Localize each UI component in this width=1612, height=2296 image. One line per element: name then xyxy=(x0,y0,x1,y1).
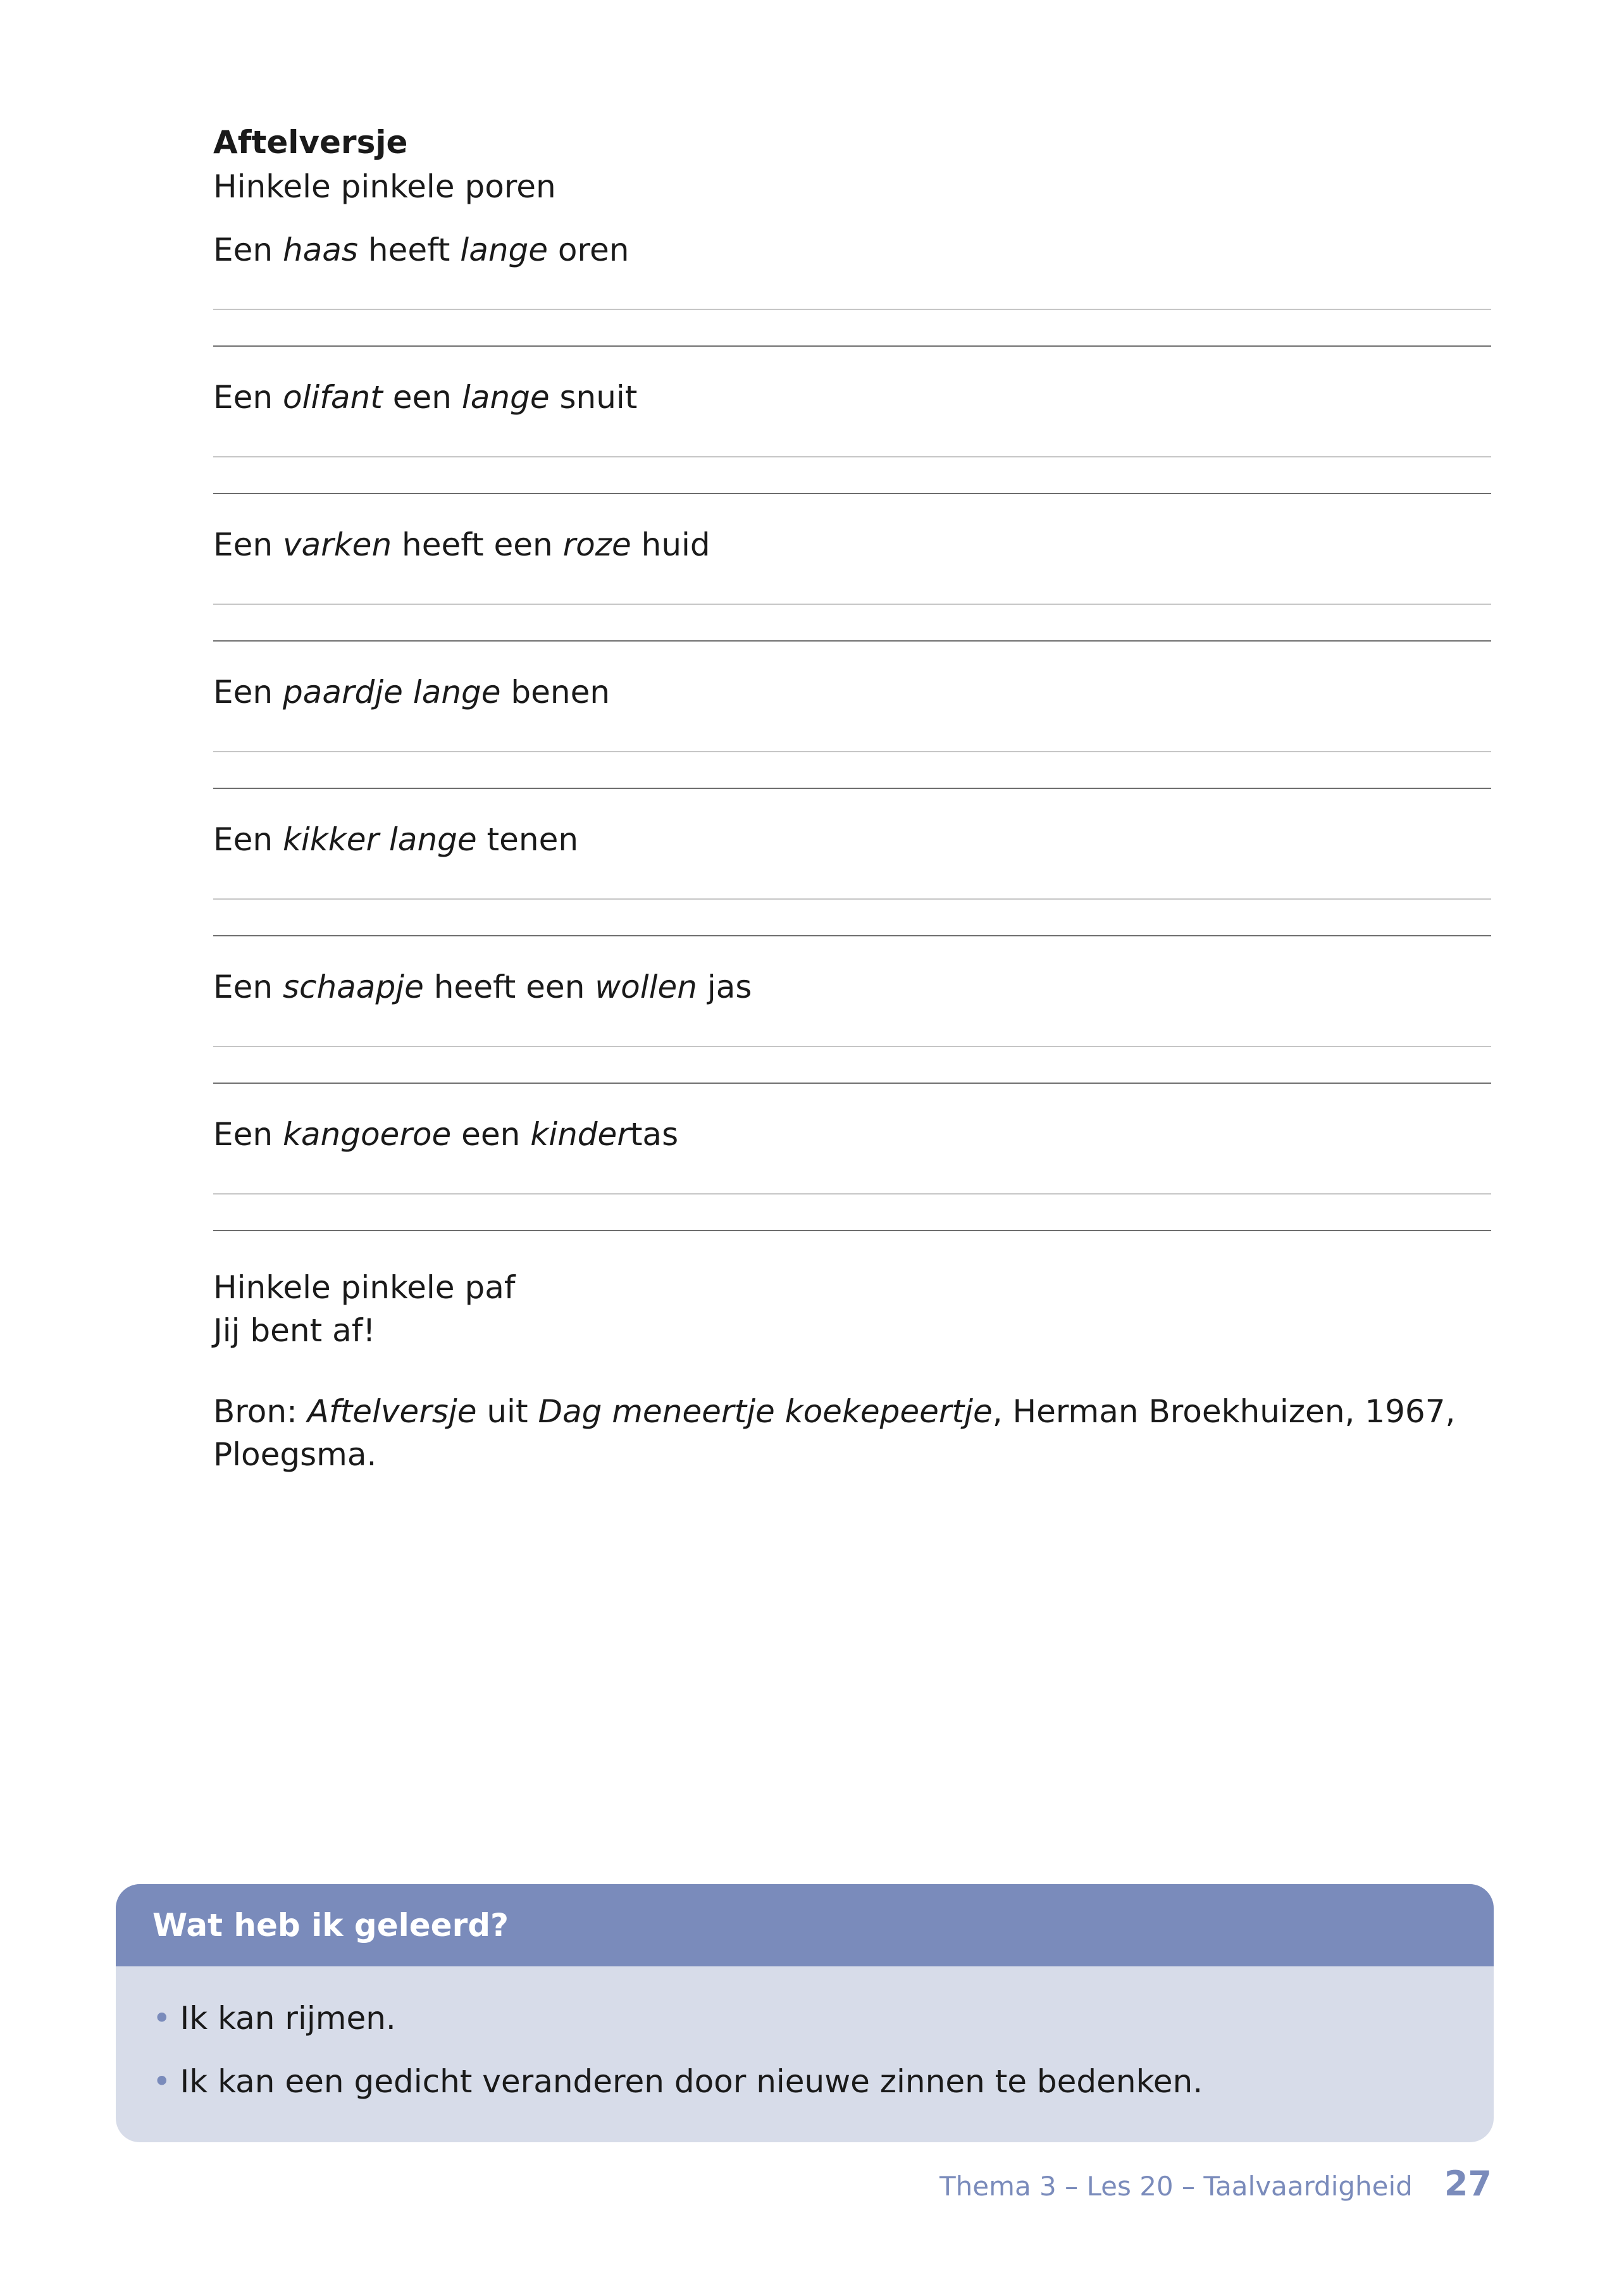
poem-line xyxy=(213,375,637,419)
writing-guide-line xyxy=(213,898,1491,900)
writing-base-line[interactable] xyxy=(213,935,1491,936)
poem-row xyxy=(213,1112,1491,1260)
learned-item xyxy=(152,1987,1494,2050)
source-mid: uit xyxy=(476,1393,538,1430)
learned-item xyxy=(152,2050,1494,2113)
poem-word: Een xyxy=(213,232,283,268)
poem-word: Een xyxy=(213,969,283,1005)
writing-base-line[interactable] xyxy=(213,640,1491,642)
poem-word: Een xyxy=(213,821,283,858)
poem-ending-line-2: Jij bent af! xyxy=(213,1312,376,1349)
poem-ending-line-1: Hinkele pinkele paf xyxy=(213,1269,516,1306)
poem-row xyxy=(213,228,1491,375)
source-prefix: Bron: xyxy=(213,1393,307,1430)
learned-item-text: Ik kan rijmen. xyxy=(180,2000,396,2037)
poem-word-italic: kikker lange xyxy=(282,821,477,858)
writing-base-line[interactable] xyxy=(213,1230,1491,1231)
poem-word: tas xyxy=(629,1116,679,1153)
learned-list xyxy=(116,1966,1494,2113)
learned-heading: Wat heb ik geleerd? xyxy=(116,1884,1494,1966)
poem-row xyxy=(213,523,1491,670)
poem-line xyxy=(213,1112,678,1157)
writing-base-line[interactable] xyxy=(213,345,1491,347)
writing-guide-line xyxy=(213,751,1491,752)
writing-guide-line xyxy=(213,604,1491,605)
poem-word-italic: lange xyxy=(461,379,550,416)
source-work: Aftelversje xyxy=(307,1393,477,1430)
poem-ending xyxy=(213,1266,1491,1352)
poem-word: jas xyxy=(697,969,752,1005)
poem-word: heeft xyxy=(357,232,461,268)
writing-guide-line xyxy=(213,1193,1491,1195)
poem-word: Een xyxy=(213,1116,283,1153)
source-citation xyxy=(213,1390,1491,1476)
poem-word: Een xyxy=(213,526,283,563)
poem-word: Een xyxy=(213,674,283,711)
page-number: 27 xyxy=(1444,2164,1492,2204)
learned-item-text: Ik kan een gedicht veranderen door nieuwe zinnen te bedenken. xyxy=(180,2063,1203,2100)
bullet-icon: • xyxy=(152,2063,171,2100)
poem-row xyxy=(213,375,1491,523)
poem-row xyxy=(213,670,1491,817)
poem-word-italic: paardje lange xyxy=(282,674,501,711)
writing-base-line[interactable] xyxy=(213,788,1491,789)
source-rest: , Herman Broekhuizen, 1967, Ploegsma. xyxy=(213,1393,1456,1473)
writing-base-line[interactable] xyxy=(213,493,1491,494)
poem-word-italic: kinder xyxy=(530,1116,630,1153)
poem-line xyxy=(213,228,629,272)
poem-line xyxy=(213,817,578,862)
poem-word: heeft een xyxy=(392,526,563,563)
poem-line xyxy=(213,670,610,714)
poem-word-italic: wollen xyxy=(595,969,697,1005)
poem-word: heeft een xyxy=(423,969,595,1005)
poem-row xyxy=(213,965,1491,1112)
poem-word: snuit xyxy=(549,379,638,416)
worksheet-content xyxy=(213,120,1491,1476)
poem-word: een xyxy=(451,1116,531,1153)
source-book: Dag meneertje koekepeertje xyxy=(538,1393,993,1430)
poem-word: tenen xyxy=(476,821,579,858)
page-footer xyxy=(939,2164,1492,2208)
poem-word-italic: roze xyxy=(562,526,631,563)
poem-line xyxy=(213,965,752,1009)
poem-word-italic: varken xyxy=(282,526,392,563)
footer-breadcrumb: Thema 3 – Les 20 – Taalvaardigheid xyxy=(939,2171,1413,2202)
poem-word-italic: olifant xyxy=(282,379,383,416)
poem-word-italic: haas xyxy=(282,232,358,268)
poem-word-italic: schaapje xyxy=(282,969,424,1005)
poem-line xyxy=(213,523,710,567)
poem-rows xyxy=(213,228,1491,1260)
poem-word: Een xyxy=(213,379,283,416)
poem-word: huid xyxy=(631,526,710,563)
poem-word-italic: kangoeroe xyxy=(282,1116,452,1153)
writing-guide-line xyxy=(213,309,1491,310)
bullet-icon: • xyxy=(152,2000,171,2037)
learned-box xyxy=(116,1884,1494,2142)
writing-base-line[interactable] xyxy=(213,1083,1491,1084)
poem-word: een xyxy=(382,379,462,416)
poem-word-italic: lange xyxy=(460,232,549,268)
writing-guide-line xyxy=(213,456,1491,457)
poem-row xyxy=(213,817,1491,965)
poem-first-line: Hinkele pinkele poren xyxy=(213,168,556,205)
poem-word: oren xyxy=(548,232,629,268)
poem-word: benen xyxy=(500,674,611,711)
writing-guide-line xyxy=(213,1046,1491,1047)
poem-title: Aftelversje xyxy=(213,124,408,161)
